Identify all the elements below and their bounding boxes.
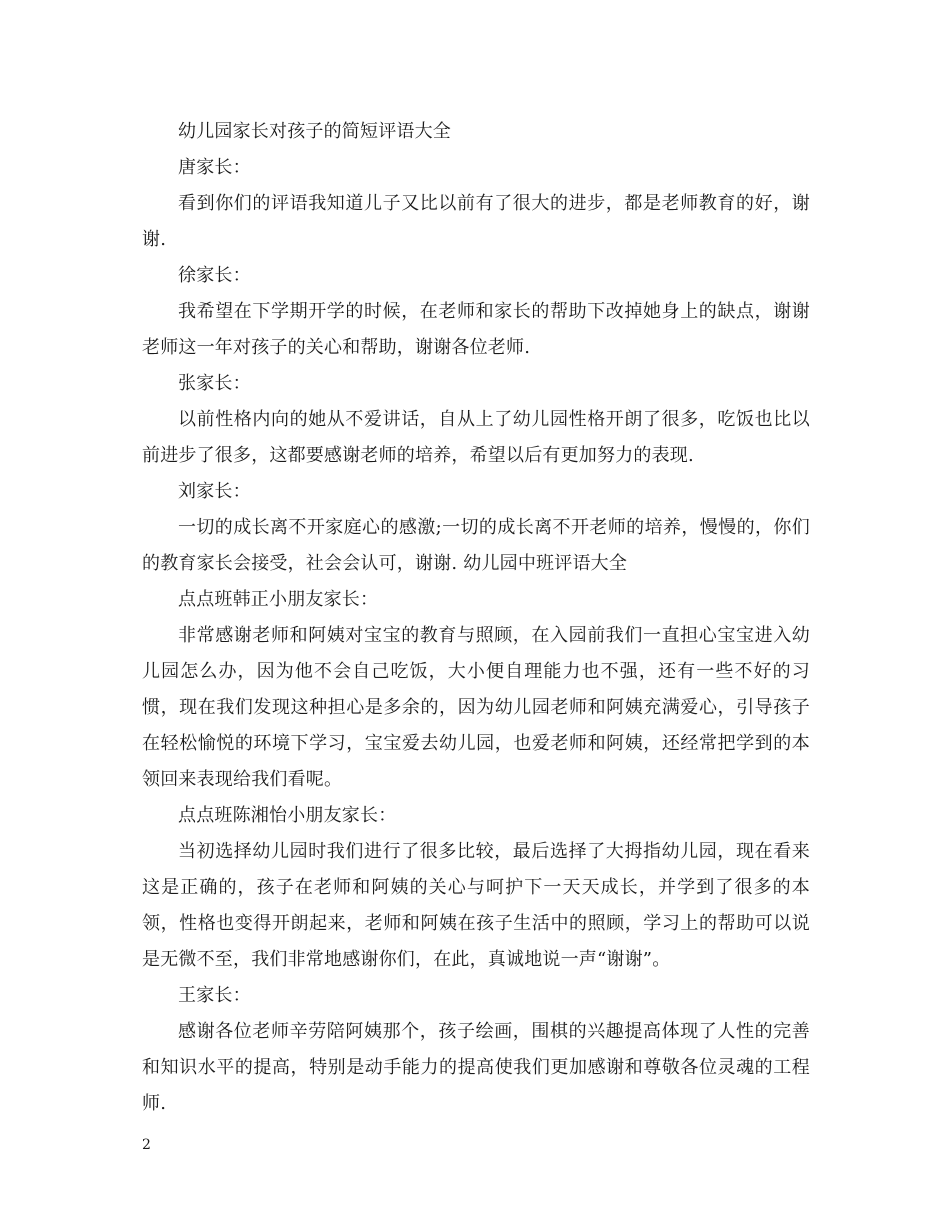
comment-liu: 一切的成长离不开家庭心的感激;一切的成长离不开老师的培养，慢慢的，你们的教育家长会接受，社会会认可，谢谢. 幼儿园中班评语大全 bbox=[142, 517, 810, 574]
comment-wang: 感谢各位老师辛劳陪阿姨那个，孩子绘画，围棋的兴趣提高体现了人性的完善和知识水平的提高，特别是动手能力的提高使我们更加感谢和尊敬各位灵魂的工程师. bbox=[142, 1021, 810, 1114]
comment-chen: 当初选择幼儿园时我们进行了很多比较，最后选择了大拇指幼儿园，现在看来这是正确的，孩子在老师和阿姨的关心与呵护下一天天成长，并学到了很多的本领，性格也变得开朗起来，老师和阿姨在孩子生活中的照顾，学习上的帮助可以说是无微不至，我们非常地感谢你们，在此，真诚地说一声“谢谢”。 bbox=[142, 841, 810, 970]
parent-name-xu: 徐家长： bbox=[178, 265, 251, 286]
parent-name-han: 点点班韩正小朋友家长： bbox=[178, 589, 379, 610]
parent-name-tang: 唐家长： bbox=[178, 157, 251, 178]
document-body bbox=[142, 114, 810, 1122]
parent-name-wang: 王家长： bbox=[178, 985, 251, 1006]
page-number: 2 bbox=[142, 1137, 151, 1153]
comment-xu: 我希望在下学期开学的时候，在老师和家长的帮助下改掉她身上的缺点，谢谢老师这一年对孩子的关心和帮助，谢谢各位老师. bbox=[142, 301, 810, 358]
parent-name-liu: 刘家长： bbox=[178, 481, 251, 502]
parent-name-chen: 点点班陈湘怡小朋友家长： bbox=[178, 805, 397, 826]
comment-zhang: 以前性格内向的她从不爱讲话，自从上了幼儿园性格开朗了很多，吃饭也比以前进步了很多，这都要感谢老师的培养，希望以后有更加努力的表现. bbox=[142, 409, 810, 466]
document-title: 幼儿园家长对孩子的简短评语大全 bbox=[178, 121, 451, 142]
comment-tang: 看到你们的评语我知道儿子又比以前有了很大的进步，都是老师教育的好，谢谢. bbox=[142, 193, 810, 250]
parent-name-zhang: 张家长： bbox=[178, 373, 251, 394]
comment-han: 非常感谢老师和阿姨对宝宝的教育与照顾，在入园前我们一直担心宝宝进入幼儿园怎么办，因为他不会自己吃饭，大小便自理能力也不强，还有一些不好的习惯，现在我们发现这种担心是多余的，因为幼儿园老师和阿姨充满爱心，引导孩子在轻松愉悦的环境下学习，宝宝爱去幼儿园，也爱老师和阿姨，还经常把学到的本领回来表现给我们看呢。 bbox=[142, 625, 810, 790]
